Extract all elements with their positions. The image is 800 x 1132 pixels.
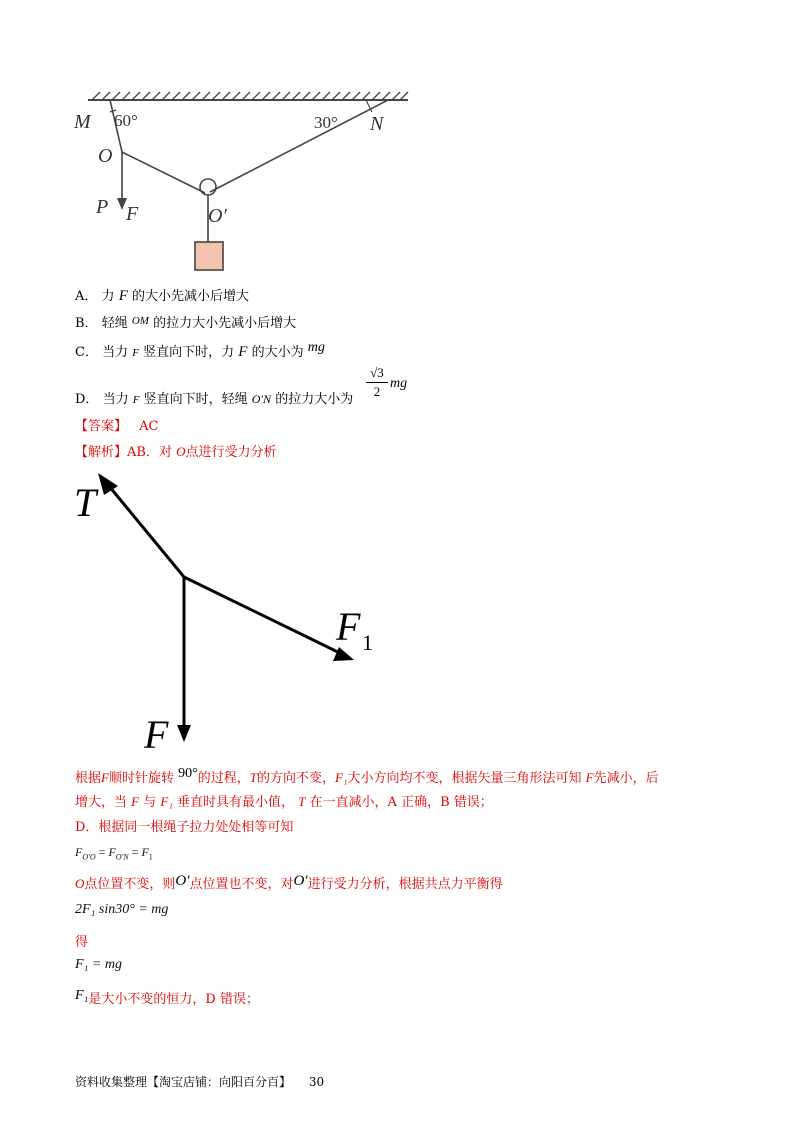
lo-b: 点位置也不变，对 bbox=[189, 877, 294, 892]
p1-angle: 90° bbox=[178, 766, 198, 781]
option-A-pre: 力 bbox=[101, 289, 115, 304]
lo-a: 点位置不变，则 bbox=[84, 877, 176, 892]
option-C-pre: 当力 bbox=[102, 345, 129, 360]
option-C-value: mg bbox=[307, 340, 325, 355]
p1-F2: F bbox=[585, 770, 594, 785]
paragraph1-line2 bbox=[75, 791, 493, 810]
f1-eq2: = bbox=[128, 845, 142, 859]
label-N: N bbox=[370, 113, 384, 135]
force-F1-line bbox=[184, 577, 344, 655]
p1-f: 先减小，后 bbox=[593, 771, 659, 786]
rope-OO-prime bbox=[122, 152, 205, 193]
fraction-numerator: √3 bbox=[366, 364, 388, 383]
analysis-label: 【解析】 bbox=[75, 445, 128, 460]
ceiling-hatching bbox=[92, 92, 408, 100]
option-A-sym: F bbox=[118, 288, 128, 304]
p1-F1: F₁ bbox=[335, 770, 348, 785]
answer-value: AC bbox=[139, 419, 159, 434]
page-number: 30 bbox=[308, 1075, 325, 1089]
option-B-sym: OM bbox=[131, 315, 149, 327]
p1l2-F: F bbox=[131, 794, 140, 809]
force-F1-arrowhead bbox=[333, 647, 354, 661]
label-P: P bbox=[96, 196, 109, 218]
lo-pre: O bbox=[75, 876, 85, 891]
rope-pulley-diagram bbox=[70, 90, 420, 280]
f1-eq1: = bbox=[95, 845, 109, 859]
p1-a: 根据 bbox=[75, 771, 102, 786]
formula-equilibrium: 2F₁ sin30° = mg bbox=[75, 902, 169, 917]
option-D-post: 的拉力大小为 bbox=[275, 392, 354, 407]
analysis-line bbox=[75, 441, 277, 460]
option-D-sym2: O′N bbox=[251, 392, 272, 406]
lo-op: O′ bbox=[175, 873, 190, 889]
label-F1-sub: 1 bbox=[362, 630, 373, 655]
label-O: O bbox=[98, 145, 113, 167]
label-F: F bbox=[126, 203, 139, 225]
force-diagram bbox=[74, 470, 374, 755]
option-A bbox=[75, 285, 249, 305]
footer bbox=[75, 1073, 324, 1090]
option-D-letter: D． bbox=[75, 392, 99, 407]
p1-c: 的过程， bbox=[197, 771, 250, 786]
option-D-value: mg bbox=[390, 376, 408, 391]
option-C-post: 的大小为 bbox=[251, 345, 304, 360]
lo-op2: O′ bbox=[293, 873, 308, 889]
p1l2-F1: F₁ bbox=[160, 794, 173, 809]
formula-result: F₁ = mg bbox=[75, 957, 122, 972]
option-C-sym2: F bbox=[238, 344, 248, 360]
label-O-prime: O′ bbox=[208, 205, 227, 227]
label-30: 30° bbox=[314, 113, 338, 132]
option-A-letter: A． bbox=[75, 289, 98, 304]
f1-a: F bbox=[75, 845, 83, 859]
p1-F: F bbox=[101, 770, 109, 785]
pulley bbox=[200, 179, 216, 195]
option-B bbox=[75, 312, 296, 331]
option-B-post: 的拉力大小先减小后增大 bbox=[153, 316, 297, 331]
p1l2-T: T bbox=[298, 794, 306, 809]
p1l2-d: 在一直减小，A 正确，B 错误； bbox=[309, 795, 493, 810]
lo-c: 进行受力分析，根据共点力平衡得 bbox=[307, 877, 503, 892]
p1l2-a: 增大，当 bbox=[75, 795, 128, 810]
option-D-mid: 竖直向下时，轻绳 bbox=[143, 392, 248, 407]
final-line bbox=[75, 988, 259, 1007]
p1-b: 顺时针旋转 bbox=[108, 771, 174, 786]
analysis-point: O bbox=[176, 444, 186, 459]
p1-e: 大小方向均不变，根据矢量三角形法可知 bbox=[347, 771, 582, 786]
force-F-arrowhead-2 bbox=[177, 725, 191, 742]
option-B-letter: B． bbox=[75, 316, 98, 331]
fraction-denominator: 2 bbox=[373, 384, 381, 399]
answer-label: 【答案】 bbox=[75, 419, 128, 434]
final-sym: F₁ bbox=[75, 988, 89, 1003]
p1-T: T bbox=[249, 770, 257, 785]
label-60: 60° bbox=[114, 111, 138, 130]
hanging-block bbox=[195, 242, 223, 270]
partD-line: D．根据同一根绳子拉力处处相等可知 bbox=[75, 820, 294, 835]
option-C-sym: F bbox=[132, 347, 139, 359]
option-C bbox=[75, 340, 325, 361]
f1-c-sub: 1 bbox=[148, 852, 153, 862]
f1-a-sub: O′O bbox=[82, 852, 96, 862]
answer-line bbox=[75, 415, 159, 434]
option-D-sym: F bbox=[132, 394, 140, 406]
p1-d: 的方向不变， bbox=[256, 771, 335, 786]
footer-text: 资料收集整理【淘宝店铺：向阳百分百】 bbox=[75, 1075, 292, 1089]
option-D-pre: 当力 bbox=[102, 392, 129, 407]
rope-O-prime-N bbox=[210, 100, 388, 192]
label-F-bottom: F bbox=[144, 712, 169, 755]
label-M: M bbox=[74, 111, 91, 133]
p1l2-c: 垂直时具有最小值， bbox=[177, 795, 295, 810]
final-text: 是大小不变的恒力，D 错误； bbox=[88, 992, 259, 1007]
f1-b-sub: O′N bbox=[115, 852, 129, 862]
option-C-letter: C． bbox=[75, 345, 98, 360]
force-T-line bbox=[104, 480, 184, 577]
formula-equal-tension bbox=[75, 845, 153, 861]
analysis-post: 点进行受力分析 bbox=[185, 445, 277, 460]
line-O-position bbox=[75, 873, 503, 892]
option-D-fraction bbox=[366, 364, 388, 401]
de-text: 得 bbox=[75, 935, 89, 950]
option-A-post: 的大小先减小后增大 bbox=[132, 289, 250, 304]
paragraph1-line1 bbox=[75, 766, 659, 786]
f1-b: F bbox=[108, 845, 116, 859]
label-F1-main: F bbox=[336, 604, 361, 649]
analysis-pre: AB．对 bbox=[127, 445, 172, 460]
option-D bbox=[75, 388, 353, 407]
label-T: T bbox=[74, 480, 97, 525]
p1l2-b: 与 bbox=[143, 795, 157, 810]
option-B-pre: 轻绳 bbox=[101, 316, 128, 331]
f1-c: F bbox=[141, 845, 149, 859]
option-C-mid: 竖直向下时，力 bbox=[143, 345, 235, 360]
